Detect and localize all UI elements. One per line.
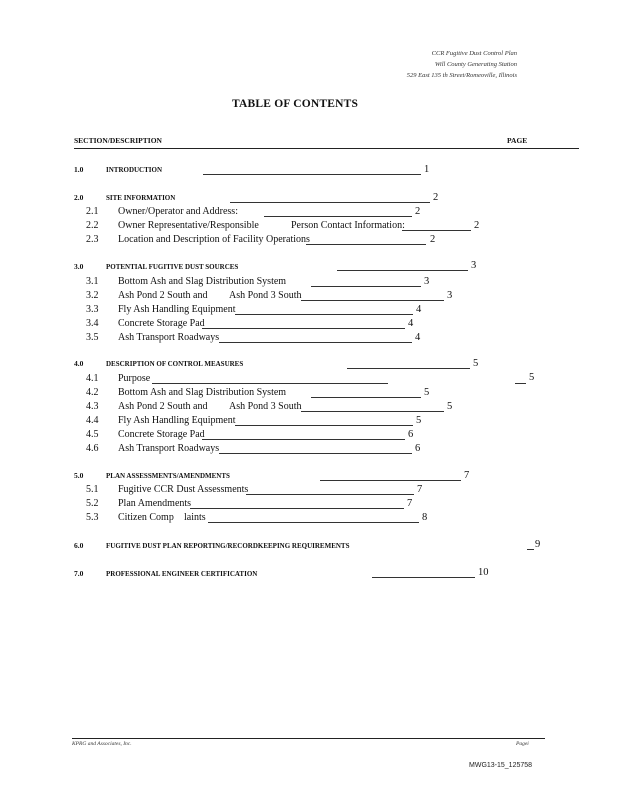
toc-page-number: 3 [447,290,453,301]
leader-line [311,286,421,287]
toc-page-number: 4 [416,304,422,315]
toc-page-number: 9 [535,539,541,550]
toc-item-title: Ash Pond 2 South and [118,401,208,412]
toc-item-number: 2.2 [86,220,99,231]
toc-page-number: 2 [433,192,439,203]
leader-line [372,577,475,578]
toc-item-number: 2.3 [86,234,99,245]
toc-item-number: 3.3 [86,304,99,315]
toc-section-number: 3.0 [74,262,84,271]
footer-page-label: Pagei [516,741,529,747]
toc-item-title: Purpose [118,373,151,384]
toc-item-title: Ash Transport Roadways [118,332,220,343]
toc-section-title: PROFESSIONAL ENGINEER CERTIFICATION [106,570,258,578]
toc-page-number: 3 [424,276,430,287]
toc-page-number: 7 [464,470,470,481]
toc-item-number: 4.3 [86,401,99,412]
toc-page-number: 5 [529,372,535,383]
toc-item-number: 5.1 [86,484,99,495]
leader-line [235,425,413,426]
toc-item-number: 5.3 [86,512,99,523]
toc-item-number: 3.5 [86,332,99,343]
leader-line [219,453,412,454]
leader-line [301,411,444,412]
toc-item-title: Concrete Storage Pad [118,429,205,440]
column-head-section: SECTION/DESCRIPTION [74,136,162,145]
toc-item-title: Citizen Comp [118,512,174,523]
toc-page-number: 4 [408,318,414,329]
toc-page-number: 6 [408,429,414,440]
toc-item-title: Concrete Storage Pad [118,318,205,329]
toc-item-title-continued: Person Contact Information: [291,220,405,231]
toc-item-number: 3.4 [86,318,99,329]
toc-item-number: 3.1 [86,276,99,287]
toc-section-title: POTENTIAL FUGITIVE DUST SOURCES [106,263,239,271]
toc-section-title: FUGITIVE DUST PLAN REPORTING/RECORDKEEPING REQUIREMENTS [106,542,350,550]
toc-page-number: 5 [424,387,430,398]
leader-line [515,383,526,384]
toc-section-number: 4.0 [74,359,84,368]
toc-item-title: Bottom Ash and Slag Distribution System [118,387,287,398]
toc-item-number: 4.6 [86,443,99,454]
leader-line [190,508,404,509]
toc-page-number: 6 [415,443,421,454]
toc-item-title: Fly Ash Handling Equipment [118,415,236,426]
leader-line [230,202,430,203]
toc-page-number: 10 [478,567,489,578]
leader-line [311,397,421,398]
leader-line [202,439,405,440]
toc-item-title: Owner/Operator and Address: [118,206,238,217]
toc-item-title: Bottom Ash and Slag Distribution System [118,276,287,287]
leader-line [337,270,468,271]
page-title: TABLE OF CONTENTS [232,98,359,110]
leader-line [202,328,405,329]
leader-line [527,549,534,550]
leader-line [264,216,412,217]
toc-item-title: Fugitive CCR Dust Assessments [118,484,249,495]
column-head-page: PAGE [507,136,528,145]
toc-item-title-continued: laints [184,512,206,523]
toc-item-title-continued: Ash Pond 3 South [229,290,302,301]
toc-item-title: Ash Transport Roadways [118,443,220,454]
footer-company: KPRG and Associates, Inc. [72,741,132,747]
footer-rule [72,738,545,739]
toc-item-number: 2.1 [86,206,99,217]
header-plan-name: CCR Fugitive Dust Control Plan [431,50,517,57]
leader-line [235,314,413,315]
toc-item-title: Ash Pond 2 South and [118,290,208,301]
toc-section-title: PLAN ASSESSMENTS/AMENDMENTS [106,472,230,480]
toc-item-title-continued: Ash Pond 3 South [229,401,302,412]
toc-page-number: 2 [474,220,480,231]
toc-section-number: 2.0 [74,193,84,202]
toc-section-title: SITE INFORMATION [106,194,176,202]
toc-section-number: 1.0 [74,165,84,174]
toc-section-number: 6.0 [74,541,84,550]
toc-page-number: 5 [416,415,422,426]
header-address: 529 East 135 th Street/Romeoville, Illinois [406,72,517,79]
leader-line [208,522,419,523]
toc-page-number: 2 [430,234,436,245]
leader-line [152,383,388,384]
toc-item-title: Owner Representative/Responsible [118,220,259,231]
toc-item-number: 4.2 [86,387,99,398]
toc-item-title: Plan Amendments [118,498,192,509]
toc-page-number: 2 [415,206,421,217]
leader-line [203,174,421,175]
toc-section-number: 7.0 [74,569,84,578]
document-id: MWG13-15_125758 [469,762,533,769]
leader-line [246,494,414,495]
toc-item-number: 5.2 [86,498,99,509]
leader-line [347,368,470,369]
toc-section-number: 5.0 [74,471,84,480]
header-rule [74,148,579,149]
leader-line [306,244,426,245]
toc-item-number: 4.5 [86,429,99,440]
leader-line [320,480,461,481]
toc-page-number: 8 [422,512,428,523]
toc-page-number: 5 [473,358,479,369]
toc-page-number: 7 [407,498,413,509]
leader-line [402,230,471,231]
toc-page-number: 3 [471,260,477,271]
toc-page-number: 1 [424,164,430,175]
toc-page-number: 7 [417,484,423,495]
toc-section-title: INTRODUCTION [106,166,163,174]
toc-item-number: 4.4 [86,415,99,426]
header-station-name: Will County Generating Station [434,61,517,68]
toc-item-title: Fly Ash Handling Equipment [118,304,236,315]
toc-item-number: 4.1 [86,373,99,384]
leader-line [219,342,412,343]
toc-item-title: Location and Description of Facility Operations [118,234,310,245]
toc-page-number: 4 [415,332,421,343]
leader-line [301,300,444,301]
toc-page-number: 5 [447,401,453,412]
toc-item-number: 3.2 [86,290,99,301]
toc-section-title: DESCRIPTION OF CONTROL MEASURES [106,360,244,368]
